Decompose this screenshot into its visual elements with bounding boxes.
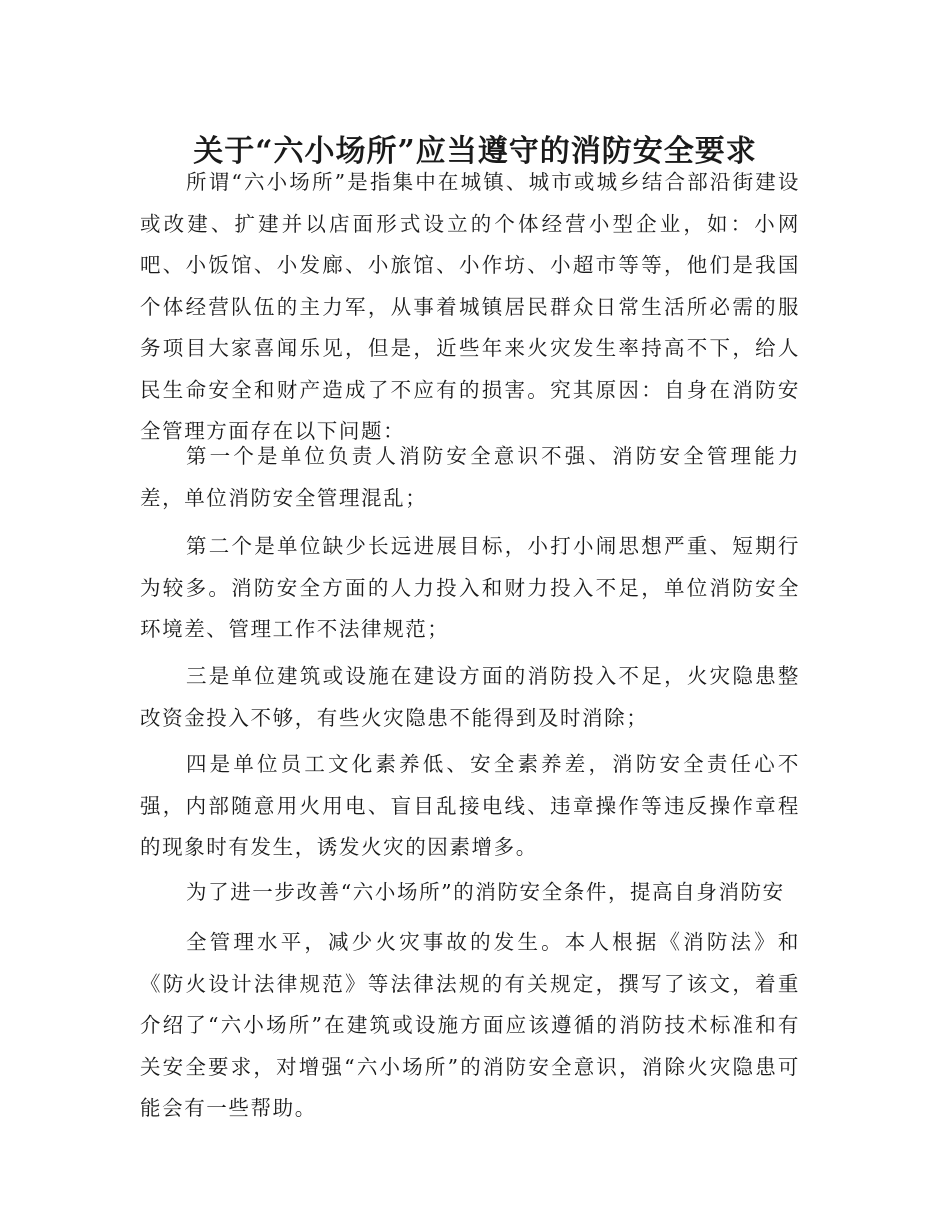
paragraph-issue-one: 第一个是单位负责人消防安全意识不强、消防安全管理能力差，单位消防安全管理混乱； (140, 444, 800, 510)
paragraph-intro: 所谓“六小场所”是指集中在城镇、城市或城乡结合部沿街建设或改建、扩建并以店面形式设立的个体经营小型企业，如：小网吧、小饭馆、小发廊、小旅馆、小作坊、小超市等等，他们是我国个体经营队伍的主力军，从事着城镇居民群众日常生活所必需的服务项目大家喜闻乐见，但是，近些年来火灾发生率持高不下，给人民生命安全和财产造成了不应有的损害。究其原因：自身在消防安全管理方面存在以下问题： (140, 170, 800, 443)
paragraph-issue-two: 第二个是单位缺少长远进展目标，小打小闹思想严重、短期行为较多。消防安全方面的人力投入和财力投入不足，单位消防安全环境差、管理工作不法律规范； (140, 534, 800, 641)
document-title: 关于“六小场所”应当遵守的消防安全要求 (193, 134, 757, 170)
paragraph-issue-four: 四是单位员工文化素养低、安全素养差，消防安全责任心不强，内部随意用火用电、盲目乱接电线、违章操作等违反操作章程的现象时有发生，诱发火灾的因素增多。 (140, 752, 800, 859)
paragraph-purpose-continued: 全管理水平，减少火灾事故的发生。本人根据《消防法》和《防火设计法律规范》等法律法规的有关规定，撰写了该文，着重介绍了“六小场所”在建筑或设施方面应该遵循的消防技术标准和有关安全要求，对增强“六小场所”的消防安全意识，消除火灾隐患可能会有一些帮助。 (140, 930, 800, 1120)
paragraph-issue-three: 三是单位建筑或设施在建设方面的消防投入不足，火灾隐患整改资金投入不够，有些火灾隐患不能得到及时消除； (140, 664, 800, 730)
paragraph-purpose-start: 为了进一步改善“六小场所”的消防安全条件，提高自身消防安 (186, 880, 785, 904)
